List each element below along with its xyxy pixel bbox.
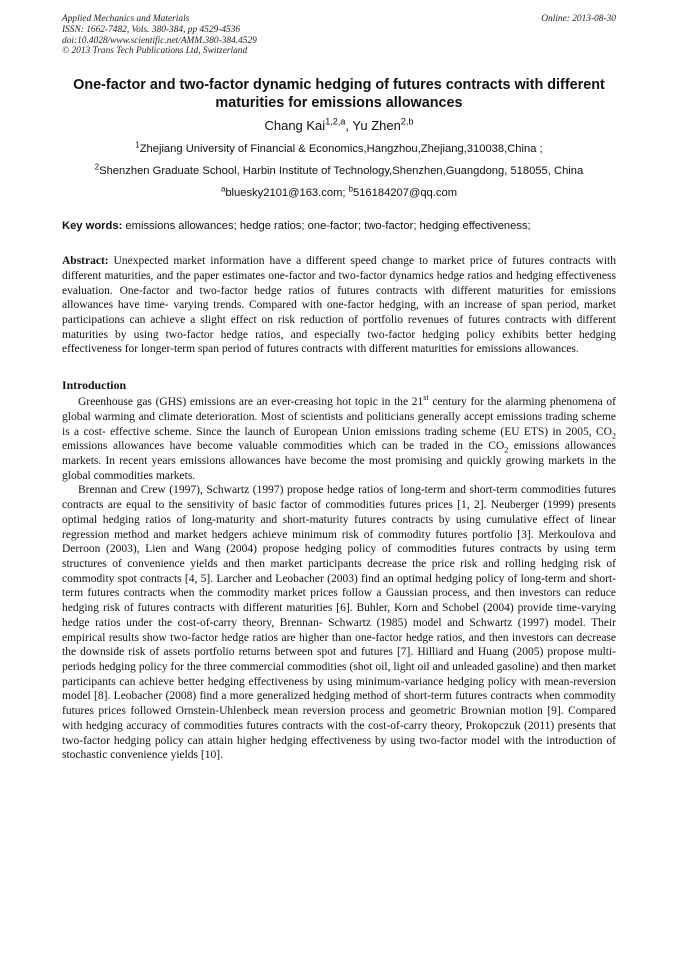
affiliation-number: 1 bbox=[135, 140, 140, 150]
email-address: bluesky2101@163.com; bbox=[225, 187, 349, 200]
superscript: st bbox=[423, 393, 429, 403]
affiliation-2 bbox=[62, 164, 616, 178]
author-name: Yu Zhen bbox=[352, 118, 401, 134]
issn-line: ISSN: 1662-7482, Vols. 380-384, pp 4529-4536 bbox=[62, 24, 241, 35]
doi-line: doi:10.4028/www.scientific.net/AMM.380-384.4529 bbox=[62, 35, 257, 46]
abstract-label: Abstract: bbox=[62, 255, 109, 268]
affiliation-number: 2 bbox=[94, 162, 100, 172]
intro-paragraph-2: Brennan and Crew (1997), Schwartz (1997) propose hedge ratios of long-term and short-term commodities futures contracts are equal to the sensitivity of basic factor of commodities futures prices [1, 2]. Neuberger (1999) presents optimal hedging ratios of long-maturity and short-maturity futures contracts by using cumulative effect of linear regression method and market hedgers achieve minimum risk of commodity futures portfolio [3]. Merkoulova and Derroon (2003), Lien and Wang (2004) propose hedging policy of commodities futures contracts by using term structures of convenience yields and then market participants decrease the price risk and rolling hedging risk of commodity spot contracts [4, 5]. Larcher and Leobacher (2003) find an optimal hedging policy of long-term and short-term futures contracts when the commodity market prices follow a Gaussian process, and then investors can reduce hedging risk of futures contracts with different maturities [6]. Buhler, Korn and Schobel (2004) provide time-varying hedge ratios under the cost-of-carry theory, Brennan- Schwartz (1985) model and Schwartz (1997) model. Their empirical results show two-factor hedge ratios are higher than one-factor hedge ratios, and then investors can decrease the downside risk of assets portfolio returns between spot and futures [7]. Hilliard and Huang (2005) propose multi-periods hedging policy for the three commercial commodities (shot oil, light oil and unleaded gasoline) and then market participants can achieve better hedging effectiveness by using minimum-variance hedging policy with mean-reversion model [8]. Leobacher (2008) find a more generalized hedging method of short-term futures contracts when commodity futures prices followed Ornstein-Uhlenbeck mean reversion process and geometric Brownian motion [9]. Compared with hedging accuracy of commodities futures contracts with the cost-of-carry theory, Prokopczuk (2011) presents that two-factor hedging policy can attain higher hedging effectiveness by using two-factor model with the introduction of stochastic convenience yields [10]. bbox=[62, 484, 616, 762]
affiliation-1 bbox=[62, 142, 616, 156]
author-emails bbox=[62, 186, 616, 200]
email-mark: a bbox=[220, 184, 226, 194]
affiliation-text: Shenzhen Graduate School, Harbin Institute of Technology,Shenzhen,Guangdong, 518055, China bbox=[99, 165, 584, 178]
keywords-text: emissions allowances; hedge ratios; one-factor; two-factor; hedging effectiveness; bbox=[122, 220, 531, 233]
author-list bbox=[62, 118, 616, 134]
author-affiliation-mark: 1,2,a bbox=[325, 116, 346, 127]
abstract-text: Unexpected market information have a different speed change to market price of futures contracts with different maturities, and the paper estimates one-factor and two-factor dynamics hedge ratios and hedging effectiveness evaluation. One-factor and two-factor hedge ratios of futures contracts with different maturities for emissions allowances have time- varying trends. Compared with one-factor hedging, with an increase of span period, market participations can achieve a slight effect on risk reduction of portfolio revenues of futures contracts with different maturities by using two-factor hedge ratios, and especially two-factor hedging policy exhibits better hedging effectiveness for longer-term span period of futures contracts with different maturities for emissions allowances. bbox=[62, 255, 616, 356]
text-run: emissions allowances markets. In recent years emissions allowances have become the most promising and quickly growing markets in the global commodities markets. bbox=[62, 440, 616, 482]
abstract bbox=[62, 254, 616, 357]
subscript: 2 bbox=[611, 430, 616, 440]
paper-title: One-factor and two-factor dynamic hedging of futures contracts with different maturities for emissions allowances bbox=[73, 77, 605, 112]
author-separator: , bbox=[345, 118, 353, 134]
copyright-line: © 2013 Trans Tech Publications Ltd, Switzerland bbox=[62, 46, 248, 57]
journal-name: Applied Mechanics and Materials bbox=[62, 14, 190, 24]
journal-header bbox=[62, 14, 616, 57]
text-run: emissions allowances have become valuable commodities which can be traded in the CO bbox=[62, 440, 505, 453]
subscript: 2 bbox=[504, 445, 509, 455]
online-date: Online: 2013-08-30 bbox=[541, 14, 616, 24]
keywords-label: Key words: bbox=[62, 220, 123, 233]
email-mark: b bbox=[348, 184, 353, 194]
keywords bbox=[62, 219, 616, 233]
email-address: 516184207@qq.com bbox=[352, 187, 458, 200]
author-name: Chang Kai bbox=[264, 118, 326, 134]
text-run: Greenhouse gas (GHS) emissions are an ever-creasing hot topic in the 21 bbox=[78, 396, 424, 409]
affiliation-text: Zhejiang University of Financial & Economics,Hangzhou,Zhejiang,310038,China ; bbox=[139, 143, 543, 156]
author-affiliation-mark: 2,b bbox=[400, 116, 414, 127]
text-run: century for the alarming phenomena of global warming and climate deterioration. Most of scientists and politicians generally accept emissions trading scheme is a cost- effective scheme. Since the launch of European Union emissions trading scheme (EU ETS) in 2005, CO bbox=[62, 396, 616, 438]
section-heading-introduction: Introduction bbox=[62, 378, 127, 393]
intro-paragraph-1 bbox=[62, 395, 616, 483]
